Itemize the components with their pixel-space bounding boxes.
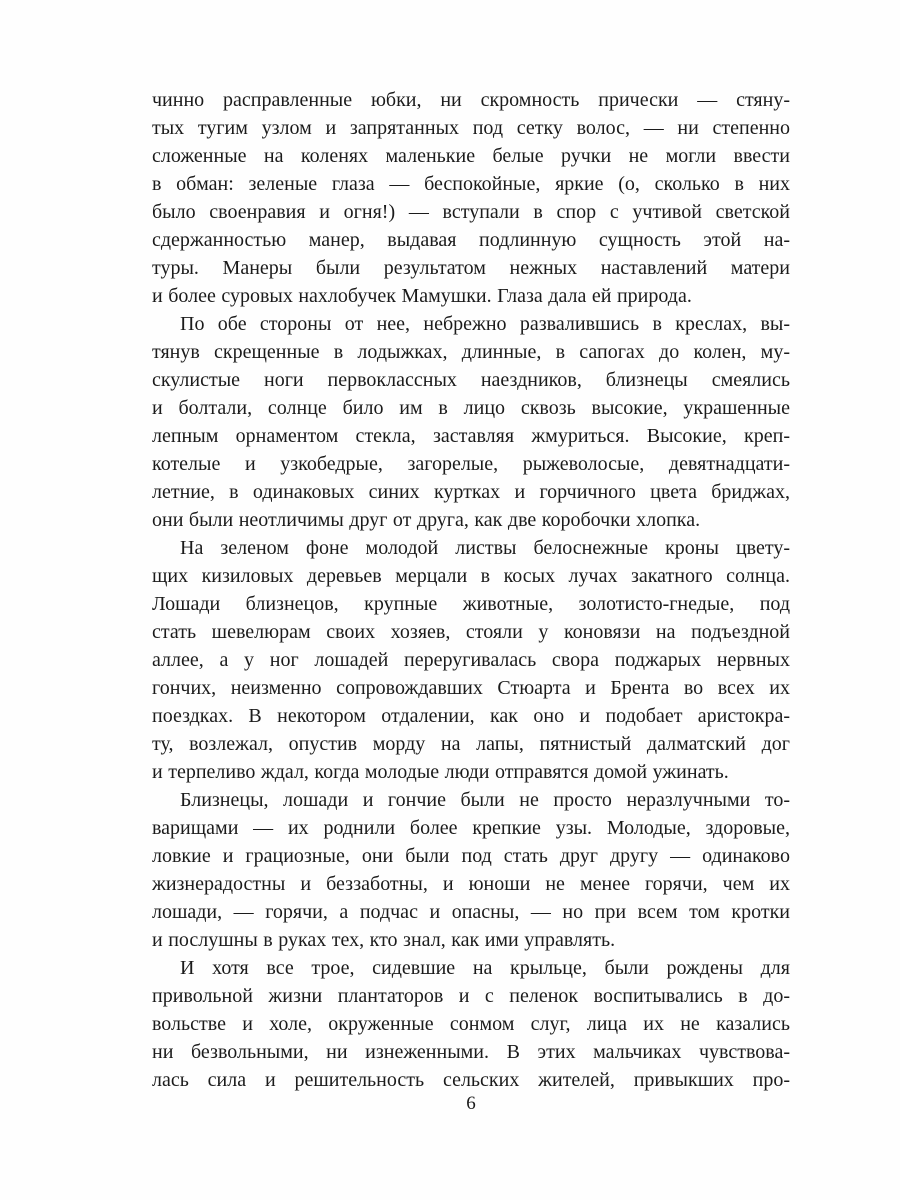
text-line: лошади, — горячи, а подчас и опасны, — но при всем том кротки bbox=[152, 901, 790, 923]
text-line: в обман: зеленые глаза — беспокойные, яркие (о, сколько в них bbox=[152, 173, 790, 195]
text-line: щих кизиловых деревьев мерцали в косых лучах закатного солнца. bbox=[152, 565, 790, 587]
text-line: жизнерадостны и беззаботны, и юноши не менее горячи, чем их bbox=[152, 873, 790, 895]
page-number: 6 bbox=[466, 1093, 476, 1114]
text-line: Лошади близнецов, крупные животные, золотисто-гнедые, под bbox=[152, 593, 790, 615]
text-line: лепным орнаментом стекла, заставляя жмуриться. Высокие, креп- bbox=[152, 425, 790, 447]
text-line: ловкие и грациозные, они были под стать друг другу — одинаково bbox=[152, 845, 790, 867]
text-line: и более суровых нахлобучек Мамушки. Глаза дала ей природа. bbox=[152, 285, 692, 307]
text-line: сдержанностью манер, выдавая подлинную сущность этой на- bbox=[152, 229, 790, 251]
text-line: и терпеливо ждал, когда молодые люди отправятся домой ужинать. bbox=[152, 761, 729, 783]
text-line: они были неотличимы друг от друга, как две коробочки хлопка. bbox=[152, 509, 701, 531]
text-line: летние, в одинаковых синих куртках и горчичного цвета бриджах, bbox=[152, 481, 790, 503]
page-text bbox=[152, 86, 790, 1094]
text-line: скулистые ноги первоклассных наездников, близнецы смеялись bbox=[152, 369, 790, 391]
text-line: котелые и узкобедрые, загорелые, рыжеволосые, девятнадцати- bbox=[152, 453, 790, 475]
text-line: чинно расправленные юбки, ни скромность прически — стяну- bbox=[152, 89, 790, 111]
paragraph bbox=[152, 954, 790, 1094]
text-line: тых тугим узлом и запрятанных под сетку волос, — ни степенно bbox=[152, 117, 790, 139]
text-line: лась сила и решительность сельских жителей, привыкших про- bbox=[152, 1069, 790, 1091]
text-line: ни безвольными, ни изнеженными. В этих мальчиках чувствова- bbox=[152, 1041, 790, 1063]
text-line: и болтали, солнце било им в лицо сквозь высокие, украшенные bbox=[152, 397, 790, 419]
paragraph bbox=[152, 534, 790, 786]
text-line: варищами — их роднили более крепкие узы. Молодые, здоровые, bbox=[152, 817, 790, 839]
text-line: На зеленом фоне молодой листвы белоснежные кроны цвету- bbox=[180, 537, 790, 559]
text-line: вольстве и холе, окруженные сонмом слуг, лица их не казались bbox=[152, 1013, 790, 1035]
text-line: привольной жизни плантаторов и с пеленок воспитывались в до- bbox=[152, 985, 790, 1007]
text-line: сложенные на коленях маленькие белые ручки не могли ввести bbox=[152, 145, 790, 167]
paragraph bbox=[152, 310, 790, 534]
text-line: поездках. В некотором отдалении, как оно и подобает аристокра- bbox=[152, 705, 790, 727]
text-line: было своенравия и огня!) — вступали в спор с учтивой светской bbox=[152, 201, 790, 223]
text-line: гончих, неизменно сопровождавших Стюарта и Брента во всех их bbox=[152, 677, 790, 699]
text-line: Близнецы, лошади и гончие были не просто неразлучными то- bbox=[180, 789, 790, 811]
text-line: По обе стороны от нее, небрежно развалившись в креслах, вы- bbox=[180, 313, 790, 335]
paragraph bbox=[152, 786, 790, 954]
text-line: И хотя все трое, сидевшие на крыльце, были рождены для bbox=[180, 957, 790, 979]
text-line: тянув скрещенные в лодыжках, длинные, в сапогах до колен, му- bbox=[152, 341, 790, 363]
text-line: и послушны в руках тех, кто знал, как ими управлять. bbox=[152, 929, 616, 951]
paragraph bbox=[152, 86, 790, 310]
text-line: стать шевелюрам своих хозяев, стояли у коновязи на подъездной bbox=[152, 621, 790, 643]
text-line: ту, возлежал, опустив морду на лапы, пятнистый далматский дог bbox=[152, 733, 790, 755]
text-line: туры. Манеры были результатом нежных наставлений матери bbox=[152, 257, 790, 279]
text-line: аллее, а у ног лошадей переругивалась свора поджарых нервных bbox=[152, 649, 790, 671]
